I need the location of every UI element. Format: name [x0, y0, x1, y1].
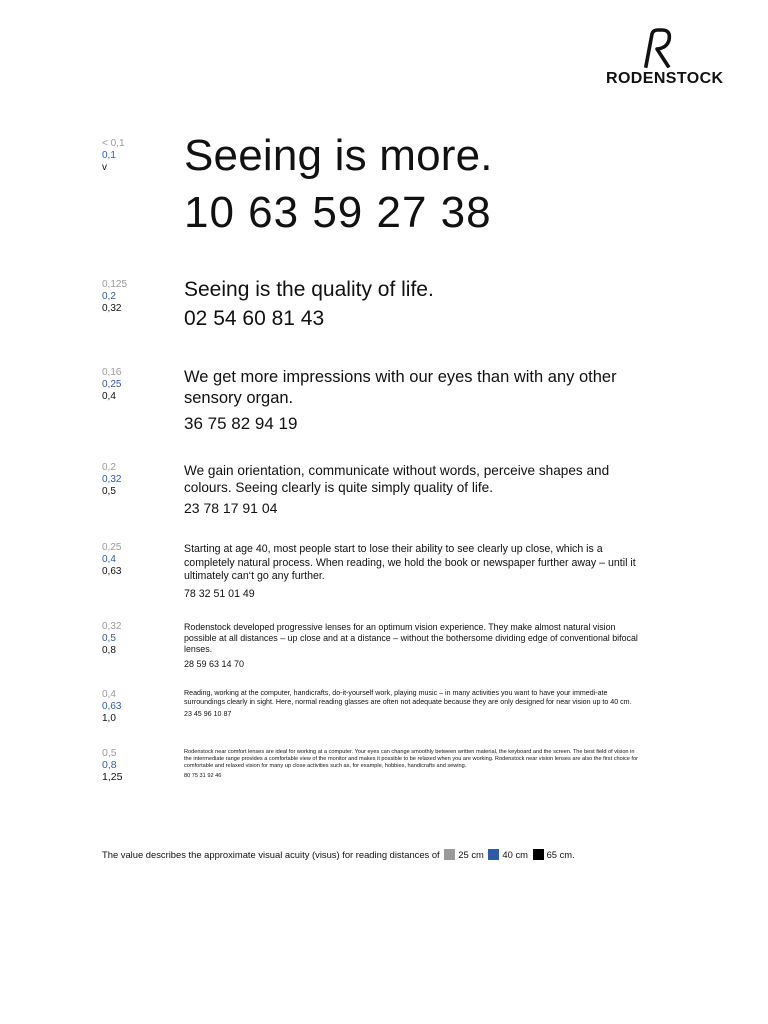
black-swatch: [533, 849, 544, 860]
reading-text: [184, 749, 642, 780]
visus-25cm: 0,16: [102, 367, 122, 378]
reading-sentence: Rodenstock developed progressive lenses for an optimum vision experience. They make almost natural vision possible at all distances – up close and at a distance – without the bothersome dividing edge of conventional bifocal lenses.: [184, 622, 638, 655]
legend-25cm: 25 cm: [458, 849, 484, 860]
brand-name: RODENSTOCK: [606, 70, 724, 87]
reading-sentence: Reading, working at the computer, handicrafts, do-it-yourself work, playing music – in many activities you want to have your immedi-ate surroundings clearly in sight. Here, normal reading glasses are often not adequate because they are only designed for near vision up to 40 cm.: [184, 689, 632, 706]
reading-sentence: We gain orientation, communicate without words, perceive shapes and colours. Seeing clearly is quite simply quality of life.: [184, 463, 610, 495]
reading-digits: 23 45 96 10 87: [184, 709, 232, 718]
reading-digits: 02 54 60 81 43: [184, 307, 325, 330]
visus-65cm: v: [102, 162, 107, 173]
legend-40cm: 40 cm: [502, 849, 528, 860]
visus-values: [102, 748, 122, 783]
visus-40cm: 0,5: [102, 633, 116, 644]
visus-25cm: 0,5: [102, 747, 117, 759]
visus-40cm: 0,25: [102, 379, 122, 390]
reading-digits: 10 63 59 27 38: [184, 188, 492, 237]
rodenstock-logo: [606, 28, 724, 88]
visus-65cm: 0,8: [102, 645, 116, 656]
reading-sentence: Seeing is the quality of life.: [184, 278, 434, 301]
visus-25cm: 0,32: [102, 621, 122, 632]
visus-65cm: 0,5: [102, 486, 116, 497]
visus-25cm: 0,125: [102, 279, 128, 290]
visus-65cm: 0,4: [102, 391, 116, 402]
visus-25cm: 0,4: [102, 689, 116, 700]
reading-digits: 36 75 82 94 19: [184, 414, 298, 433]
visus-65cm: 0,32: [102, 303, 122, 314]
visus-values: [102, 279, 127, 315]
reading-sentence: Starting at age 40, most people start to lose their ability to see clearly up close, which is a completely natural process. When reading, we hold the book or newspaper further away – until it ultimately can‘t go any further.: [184, 543, 636, 583]
visus-25cm: 0,25: [102, 542, 122, 553]
visus-40cm: 0,8: [102, 758, 117, 771]
blue-swatch: [488, 849, 499, 860]
reading-sentence: Rodenstock near comfort lenses are ideal for working at a computer. Your eyes can change smoothly between written material, the keyboard and the screen. The best field of vision in the intermediate range provides a comfortable view of the monitor and makes it possible to be relaxed when you are working. Rodenstock near vision lenses are also the first choice for comfortable and relaxed vision for many up close activities such as, for example, hobbies, handicrafts and sewing.: [184, 749, 638, 769]
reading-text: [184, 689, 642, 719]
reading-text: [184, 128, 642, 242]
visus-65cm: 1,0: [102, 713, 116, 724]
visus-values: [102, 462, 121, 498]
reading-text: [184, 276, 642, 334]
visus-40cm: 0,2: [102, 291, 116, 302]
reading-text: [184, 543, 642, 601]
rodenstock-r-icon: [637, 28, 673, 68]
visus-40cm: 0,32: [102, 474, 122, 485]
reading-digits: 80 75 31 92 46: [184, 772, 222, 779]
reading-sentence: Seeing is more.: [184, 131, 493, 180]
distance-legend: [102, 848, 662, 862]
visus-values: [102, 138, 125, 174]
visus-values: [102, 621, 121, 657]
reading-digits: 23 78 17 91 04: [184, 500, 278, 516]
visus-40cm: 0,4: [102, 554, 116, 565]
reading-sentence: We get more impressions with our eyes than with any other sensory organ.: [184, 368, 617, 407]
visus-25cm: 0,2: [102, 462, 116, 473]
grey-swatch: [444, 849, 455, 860]
visus-values: [102, 689, 121, 725]
visus-65cm: 1,25: [102, 770, 123, 783]
reading-text: [184, 463, 642, 517]
reading-digits: 28 59 63 14 70: [184, 658, 245, 669]
visus-values: [102, 367, 121, 403]
visus-65cm: 0,63: [102, 566, 122, 577]
visus-40cm: 0,63: [102, 701, 122, 712]
reading-text: [184, 622, 642, 670]
visus-40cm: 0,1: [102, 150, 116, 161]
legend-65cm: 65 cm.: [546, 849, 575, 860]
visus-25cm: < 0,1: [102, 138, 125, 149]
reading-digits: 78 32 51 01 49: [184, 587, 255, 600]
visus-values: [102, 542, 121, 578]
legend-text: The value describes the approximate visual acuity (visus) for reading distances of: [102, 849, 440, 860]
reading-text: [184, 367, 642, 435]
